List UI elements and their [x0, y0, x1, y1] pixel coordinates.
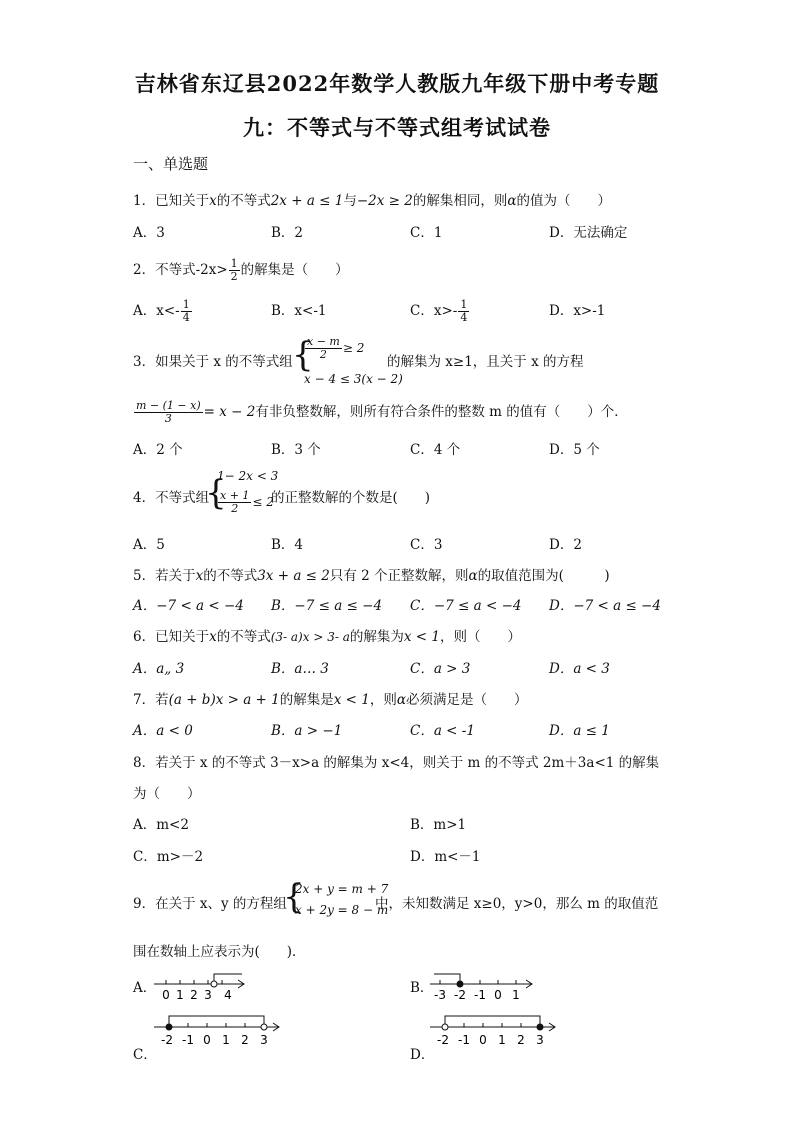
a-tick-1: 1	[176, 988, 184, 1002]
q2-option-c: C．x>- $\frac{1}{4}$	[410, 298, 468, 324]
q6-option-b: B．a… 3	[271, 661, 329, 677]
title-line-1: 吉林省东辽县2022年数学人教版九年级下册中考专题	[134, 71, 660, 96]
q8-option-d: D．m<－1	[410, 849, 481, 865]
question-5: 5．若关于x的不等式3x + a ≤ 2只有 2 个正整数解，则α的取值范围为( )	[133, 568, 610, 584]
q2-option-b: B．x<-1	[271, 303, 327, 319]
d-tick-0: -2	[437, 1033, 449, 1047]
a-tick-4: 4	[224, 988, 232, 1002]
q9-option-d-label: D．	[410, 1047, 435, 1063]
question-3-stem: 3．如果关于 x 的不等式组	[133, 354, 293, 370]
q9-option-b-number-line	[428, 968, 538, 1002]
q2-option-d: D．x>-1	[549, 303, 606, 319]
q9-system-eq1: 2x + y = m + 7	[295, 882, 389, 896]
question-3-equation: $\frac{m - (1 - x)}{3}$ = x − 2有非负整数解，则所有符合条件的整数 m 的值有（ ）个．	[136, 399, 628, 425]
question-7: 7．若(a + b)x > a + 1的解集是x < 1，则α必须满足是（ ）	[133, 692, 528, 708]
c-tick-0: -2	[161, 1033, 173, 1047]
question-6: 6．已知关于x的不等式(3- a)x > 3- a的解集为x < 1，则（ ）	[133, 629, 521, 645]
q7-option-c: C．a < -1	[410, 723, 475, 739]
q4-option-c: C．3	[410, 537, 443, 553]
q4-option-a: A．5	[133, 537, 165, 553]
c-tick-1: -1	[182, 1033, 194, 1047]
q3-option-d: D．5 个	[549, 442, 600, 458]
question-8-line2: 为（ ）	[133, 786, 201, 802]
d-tick-5: 3	[536, 1033, 544, 1047]
q4-system-eq1: 1− 2x < 3	[217, 469, 279, 483]
b-tick-3: 0	[494, 988, 502, 1002]
d-tick-3: 1	[498, 1033, 506, 1047]
q7-option-a: A．a < 0	[133, 723, 193, 739]
q9-option-a-label: A．	[133, 980, 157, 996]
q3-system-brace: {	[292, 335, 314, 375]
q1-option-d: D．无法确定	[549, 225, 628, 241]
q3-option-b: B．3 个	[271, 442, 321, 458]
q9-option-c-label: C．	[133, 1047, 157, 1063]
q9-system-brace: {	[283, 877, 305, 917]
q6-option-d: D．a < 3	[549, 661, 610, 677]
c-tick-4: 2	[241, 1033, 249, 1047]
q8-option-b: B．m>1	[410, 817, 467, 833]
section-heading: 一、单选题	[133, 155, 209, 173]
q1-option-a: A．3	[133, 225, 165, 241]
q3-system-eq2: x − 4 ≤ 3(x − 2)	[304, 372, 403, 386]
q4-system-brace: {	[205, 473, 227, 513]
q9-option-d-number-line	[428, 1012, 563, 1050]
d-tick-2: 0	[479, 1033, 487, 1047]
b-tick-0: -3	[434, 988, 446, 1002]
q9-option-a-number-line	[152, 968, 252, 1002]
question-9-stem-3: 围在数轴上应表示为( )．	[133, 944, 306, 960]
q4-option-b: B．4	[271, 537, 304, 553]
question-2: 2．不等式-2x> $\frac{1}{2}$ 的解集是（ ）	[133, 257, 349, 283]
question-3-stem-2: 的解集为 x≥1，且关于 x 的方程	[387, 354, 584, 370]
d-tick-4: 2	[517, 1033, 525, 1047]
a-tick-0: 0	[162, 988, 170, 1002]
q6-option-c: C．a > 3	[410, 661, 471, 677]
q5-option-c: C．−7 ≤ a < −4	[410, 598, 522, 614]
question-9-stem-2: 中，未知数满足 x≥0，y>0，那么 m 的取值范	[375, 896, 659, 912]
b-tick-2: -1	[474, 988, 486, 1002]
q7-option-d: D．a ≤ 1	[549, 723, 610, 739]
q5-option-b: B．−7 ≤ a ≤ −4	[271, 598, 383, 614]
q1-option-c: C．1	[410, 225, 443, 241]
q3-option-c: C．4 个	[410, 442, 461, 458]
a-tick-2: 2	[190, 988, 198, 1002]
question-8-line1: 8．若关于 x 的不等式 3－x>a 的解集为 x<4，则关于 m 的不等式 2m＋3a<1 的解集	[133, 755, 660, 771]
q6-option-a: A．a„ 3	[133, 661, 185, 677]
title-line-2: 九：不等式与不等式组考试试卷	[243, 115, 551, 140]
question-4-stem-2: 的正整数解的个数是( )	[271, 490, 431, 506]
question-9-stem: 9．在关于 x、y 的方程组	[133, 896, 287, 912]
q9-option-c-number-line	[152, 1012, 287, 1050]
q3-system-eq1: $\frac{x - m}{2}$ ≥ 2	[307, 335, 365, 361]
q4-system-eq2: $\frac{x + 1}{2}$ ≤ 2	[220, 489, 274, 515]
c-tick-2: 0	[203, 1033, 211, 1047]
q1-option-b: B．2	[271, 225, 304, 241]
question-1: 1．已知关于x的不等式2x + a ≤ 1与−2x ≥ 2的解集相同，则α的值为（ ）	[133, 193, 611, 209]
q8-option-a: A．m<2	[133, 817, 189, 833]
q5-option-a: A．−7 < a < −4	[133, 598, 244, 614]
q3-option-a: A．2 个	[133, 442, 183, 458]
b-tick-4: 1	[512, 988, 520, 1002]
q9-option-b-label: B．	[410, 980, 434, 996]
d-tick-1: -1	[458, 1033, 470, 1047]
q7-option-b: B．a > −1	[271, 723, 343, 739]
q4-option-d: D．2	[549, 537, 582, 553]
b-tick-1: -2	[454, 988, 466, 1002]
q2-option-a: A．x<- $\frac{1}{4}$	[133, 298, 190, 324]
a-tick-3: 3	[204, 988, 212, 1002]
c-tick-5: 3	[260, 1033, 268, 1047]
question-4-stem: 4．不等式组	[133, 490, 210, 506]
q5-option-d: D．−7 < a ≤ −4	[549, 598, 661, 614]
c-tick-3: 1	[222, 1033, 230, 1047]
q9-system-eq2: x + 2y = 8 − m	[295, 903, 389, 917]
q8-option-c: C．m>－2	[133, 849, 204, 865]
